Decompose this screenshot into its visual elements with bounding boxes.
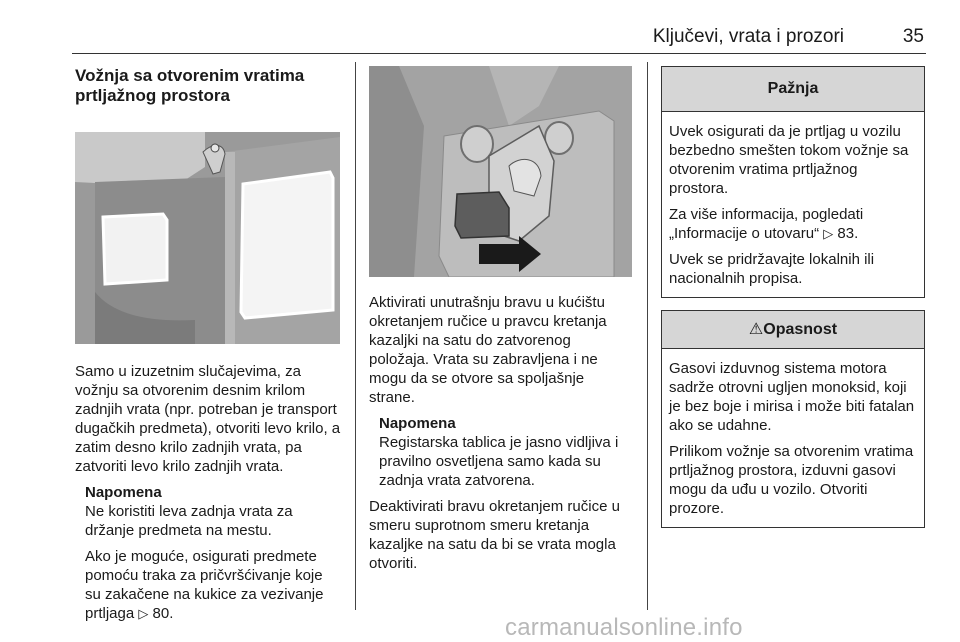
page-reference-link[interactable]: 80. [152, 605, 174, 622]
note-paragraph: Registarska tablica je jasno vidljiva i pravilno osvetljena samo kada su zadnja vrata zatvorena. [379, 434, 619, 489]
note-title: Napomena [379, 415, 456, 432]
intro-paragraph: Samo u izuzetnim slučajevima, za vožnju sa otvorenim desnim krilom zadnjih vrata (npr. potreban je transport dugačkih predmeta), otvoriti levo krilo, a zatim desno krilo zadnjih vrata, pa zatvoriti levo krilo zadnjih vrata. [75, 363, 341, 475]
caution-box [661, 66, 925, 298]
danger-paragraph: Prilikom vožnje sa otvorenim vratima prtljažnog prostora, izduvni gasovi mogu da uđu u vozilo. Otvoriti prozore. [669, 443, 914, 517]
lock-paragraph: Aktivirati unutrašnju bravu u kućištu okretanjem ručice u pravcu kretanja kazaljki na satu do zatvorenog položaja. Vrata su zabravljena i ne mogu da se otvore sa spoljašnje strane. [369, 294, 607, 406]
caution-paragraph-ref [669, 205, 917, 243]
danger-title: Opasnost [763, 321, 838, 338]
note-paragraph-ref [85, 547, 341, 623]
note-paragraph: Ne koristiti leva zadnja vrata za držanje predmeta na mestu. [85, 503, 293, 539]
section-title: Vožnja sa otvorenim vratima prtljažnog prostora [75, 66, 305, 105]
note-block [85, 483, 341, 623]
column-divider [355, 62, 356, 610]
unlock-paragraph: Deaktivirati bravu okretanjem ručice u smeru suprotnom smeru kretanja kazaljke na satu da bi se vrata mogla otvoriti. [369, 498, 620, 572]
note-title: Napomena [85, 484, 162, 501]
column-1 [75, 66, 341, 630]
page-reference-arrow-icon: ▷ [138, 606, 149, 621]
page-number: 35 [902, 26, 924, 47]
chapter-title: Ključevi, vrata i prozori [652, 26, 844, 47]
page-reference-arrow-icon: ▷ [823, 226, 834, 241]
rear-door-illustration-svg [75, 132, 340, 344]
header-rule [72, 53, 926, 54]
lock-lever-illustration [369, 66, 632, 277]
watermark: carmanualsonline.info [505, 614, 743, 641]
lock-lever-illustration-svg [369, 66, 632, 277]
column-2 [369, 66, 633, 580]
danger-header [662, 311, 924, 349]
note-text: Ako je moguće, osigurati predmete pomoću traka za pričvršćivanje koje su zakačene na kukice za vezivanje prtljaga [85, 548, 324, 622]
note-block [379, 414, 633, 490]
caution-text: Za više informacija, pogledati „Informacije o utovaru“ [669, 206, 864, 242]
column-divider [647, 62, 648, 610]
caution-paragraph: Uvek osigurati da je prtljag u vozilu bezbedno smešten tokom vožnje sa otvorenim vratima prtljažnog prostora. [669, 123, 909, 197]
danger-paragraph: Gasovi izduvnog sistema motora sadrže otrovni ugljen monoksid, koji je bez boje i mirisa i može biti fatalan ako se udahne. [669, 360, 915, 434]
column-3 [661, 66, 925, 540]
page-header [72, 22, 926, 52]
rear-door-open-illustration [75, 132, 340, 344]
caution-title: Pažnja [662, 67, 924, 112]
warning-triangle-icon: ⚠ [748, 321, 764, 338]
caution-paragraph: Uvek se pridržavajte lokalnih ili nacionalnih propisa. [669, 251, 875, 287]
danger-box [661, 310, 925, 528]
page-reference-link[interactable]: 83. [837, 225, 859, 242]
